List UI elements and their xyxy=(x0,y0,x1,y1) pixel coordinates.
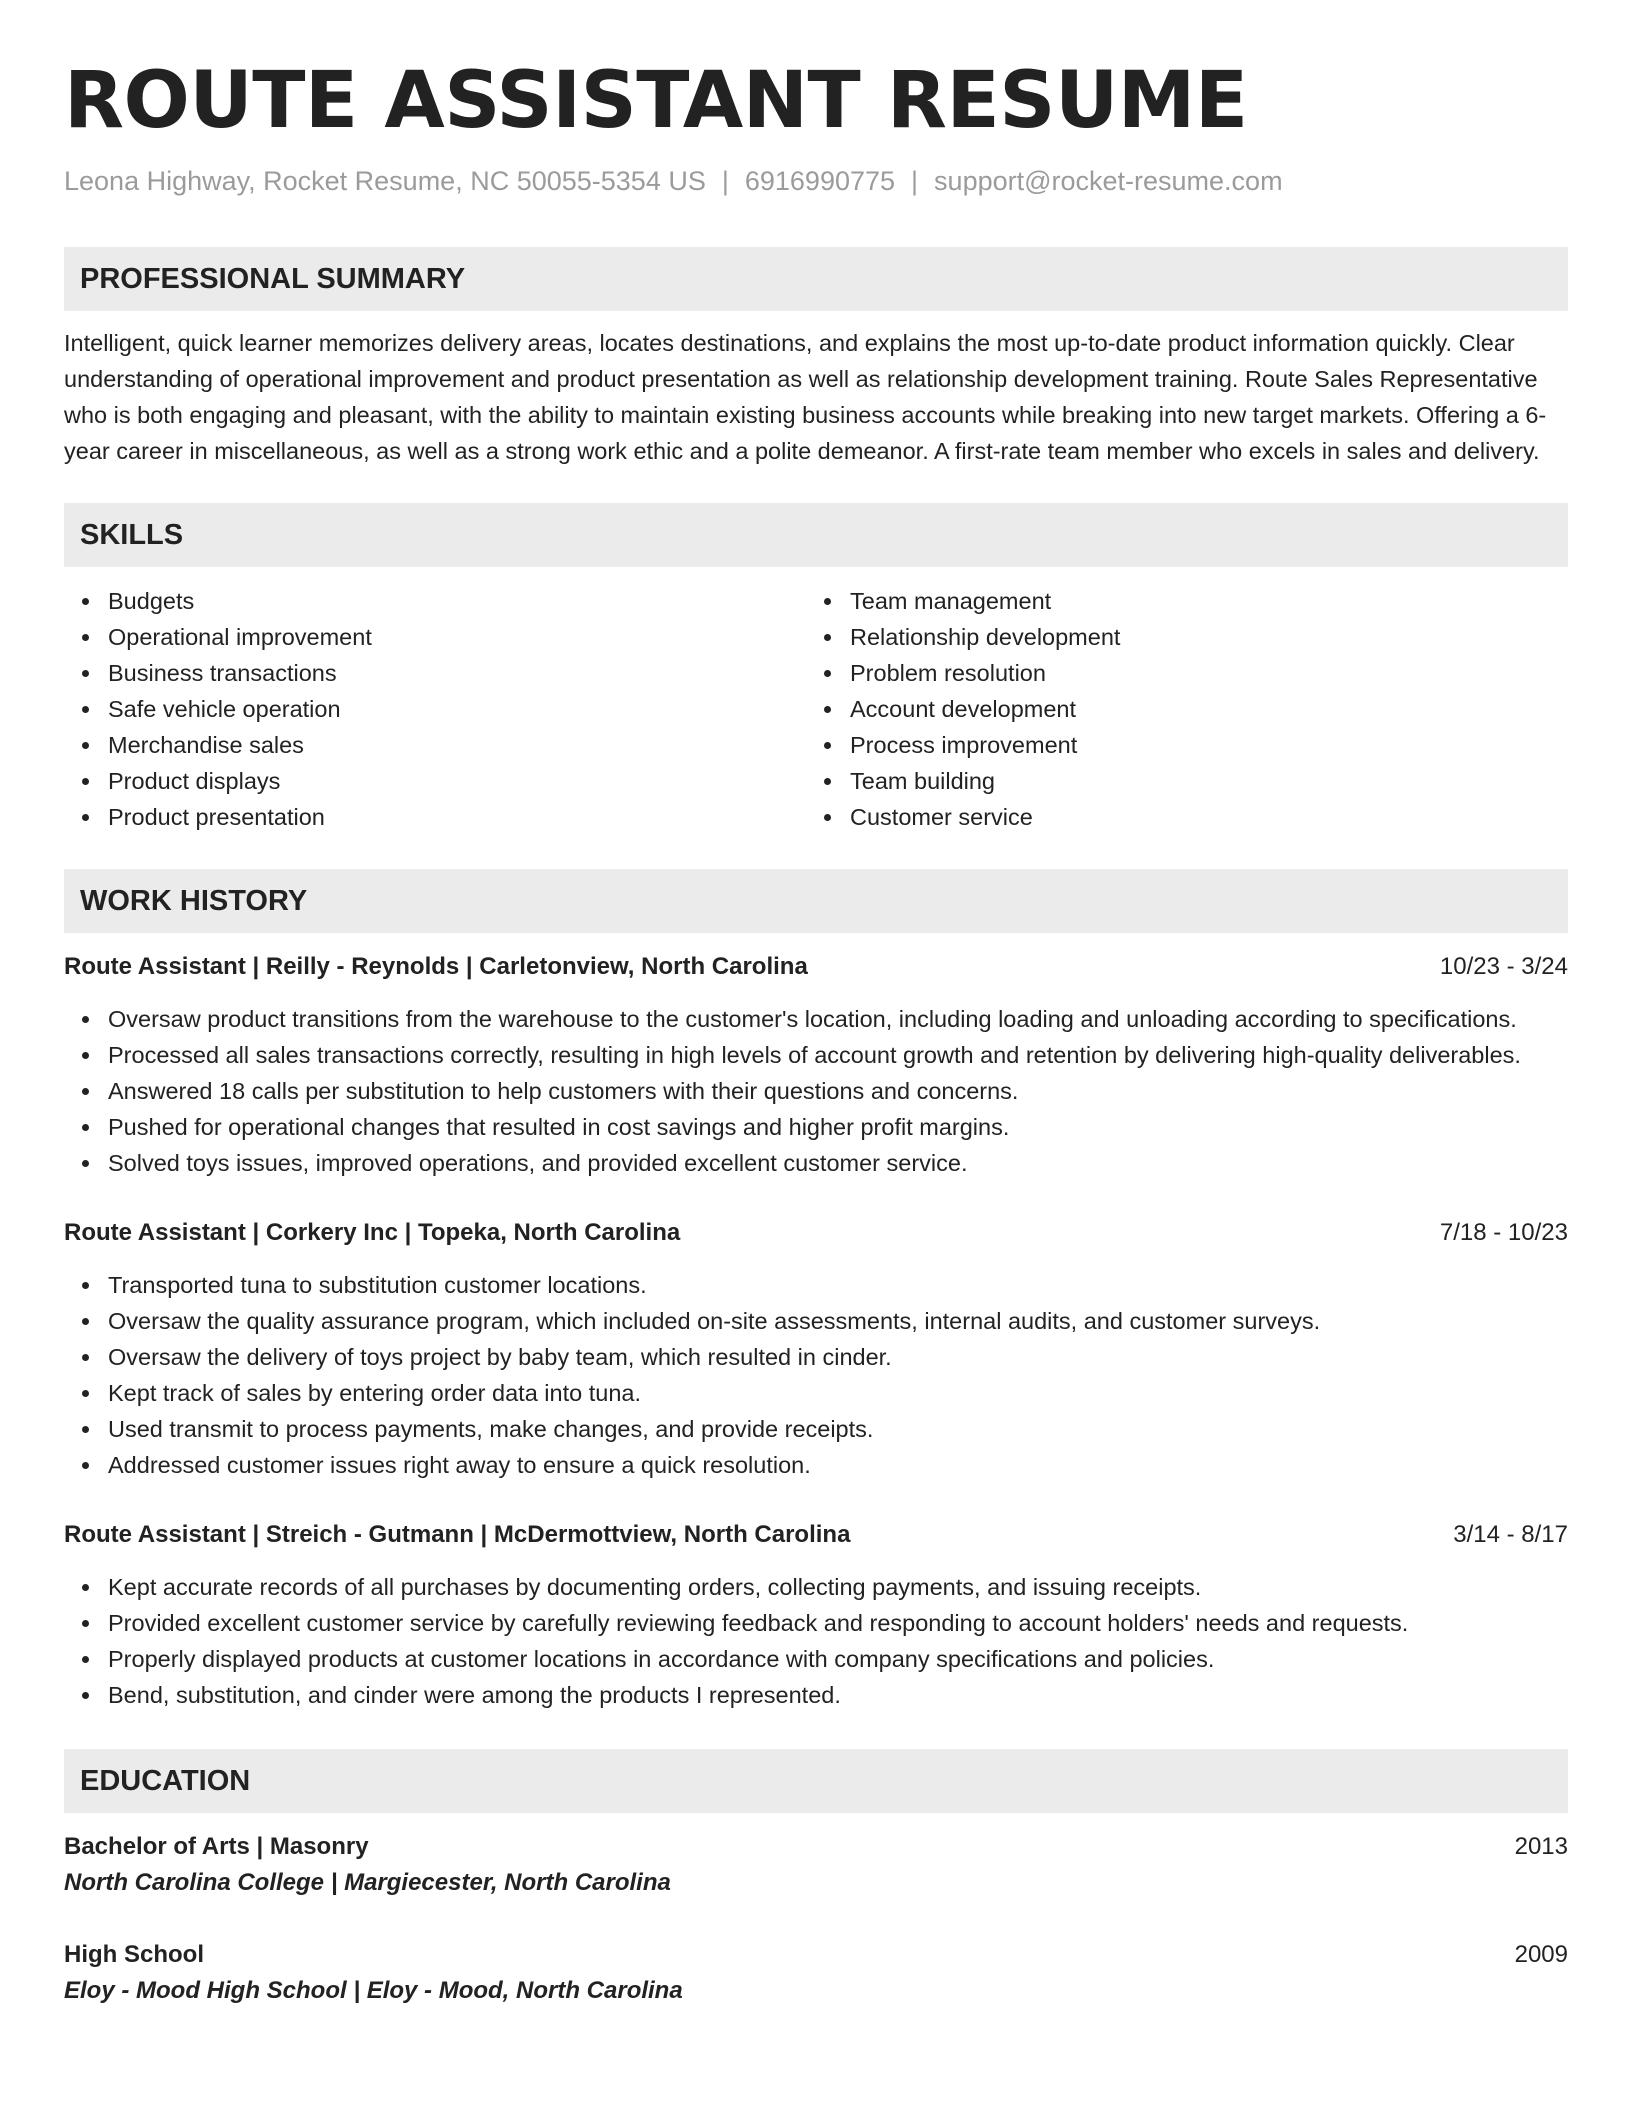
summary-text: Intelligent, quick learner memorizes delivery areas, locates destinations, and explains the most up-to-date product information quickly. Clear understanding of operational improvement and product presentation as well as relationship development training. Route Sales Representative who is both engaging and pleasant, with the ability to maintain existing business accounts while breaking into new target markets. Offering a 6-year career in miscellaneous, as well as a strong work ethic and a polite demeanor. A first-rate team member who excels in sales and delivery. xyxy=(64,330,1547,465)
education-degree: Bachelor of Arts | Masonry xyxy=(64,1833,369,1861)
job-dates: 3/14 - 8/17 xyxy=(1453,1521,1568,1549)
job-bullet: Oversaw product transitions from the warehouse to the customer's location, including loading and unloading according to specifications. xyxy=(108,1001,1568,1037)
job-bullet: Kept track of sales by entering order data into tuna. xyxy=(108,1375,1568,1411)
education-school: Eloy - Mood High School | Eloy - Mood, North Carolina xyxy=(64,1977,683,2005)
job-bullet: Kept accurate records of all purchases by documenting orders, collecting payments, and issuing receipts. xyxy=(108,1569,1568,1605)
job-bullets xyxy=(64,1001,1568,1181)
job-bullet: Used transmit to process payments, make changes, and provide receipts. xyxy=(108,1411,1568,1447)
resume-page xyxy=(64,52,1568,2009)
resume-title: ROUTE ASSISTANT RESUME xyxy=(64,56,1248,146)
section-heading-work-history: WORK HISTORY xyxy=(64,869,1568,933)
job-title: Route Assistant | Reilly - Reynolds | Carletonview, North Carolina xyxy=(64,953,808,981)
section-heading-education: EDUCATION xyxy=(64,1749,1568,1813)
job-bullets xyxy=(64,1267,1568,1483)
contact-separator: | xyxy=(911,166,919,196)
job-title: Route Assistant | Corkery Inc | Topeka, North Carolina xyxy=(64,1219,681,1247)
education-school: North Carolina College | Margiecester, North Carolina xyxy=(64,1869,671,1897)
job-entry xyxy=(64,949,1568,1181)
job-header xyxy=(64,1215,1568,1251)
job-bullet: Addressed customer issues right away to ensure a quick resolution. xyxy=(108,1447,1568,1483)
skill-item: Relationship development xyxy=(850,619,1548,655)
contact-email[interactable]: support@rocket-resume.com xyxy=(934,166,1283,196)
job-entry xyxy=(64,1517,1568,1713)
job-bullet: Transported tuna to substitution customer locations. xyxy=(108,1267,1568,1303)
skill-item: Merchandise sales xyxy=(108,727,806,763)
skill-item: Account development xyxy=(850,691,1548,727)
job-bullet: Bend, substitution, and cinder were among the products I represented. xyxy=(108,1677,1568,1713)
job-bullets xyxy=(64,1569,1568,1713)
job-bullet: Pushed for operational changes that resulted in cost savings and higher profit margins. xyxy=(108,1109,1568,1145)
job-bullet: Provided excellent customer service by carefully reviewing feedback and responding to account holders' needs and requests. xyxy=(108,1605,1568,1641)
education-header xyxy=(64,1937,1568,1973)
contact-line xyxy=(64,164,1568,199)
skill-item: Team management xyxy=(850,583,1548,619)
skills-column-left xyxy=(64,583,806,835)
skill-item: Operational improvement xyxy=(108,619,806,655)
job-dates: 7/18 - 10/23 xyxy=(1439,1219,1568,1247)
job-bullet: Oversaw the delivery of toys project by baby team, which resulted in cinder. xyxy=(108,1339,1568,1375)
job-bullet: Oversaw the quality assurance program, which included on-site assessments, internal audits, and customer surveys. xyxy=(108,1303,1568,1339)
skill-item: Business transactions xyxy=(108,655,806,691)
skill-item: Customer service xyxy=(850,799,1548,835)
skill-item: Product displays xyxy=(108,763,806,799)
education-year: 2013 xyxy=(1514,1833,1568,1861)
education-entry xyxy=(64,1937,1568,2009)
job-header xyxy=(64,949,1568,985)
education-header xyxy=(64,1829,1568,1865)
education-year: 2009 xyxy=(1514,1941,1568,1969)
education-entry xyxy=(64,1829,1568,1901)
job-title: Route Assistant | Streich - Gutmann | McDermottview, North Carolina xyxy=(64,1521,851,1549)
contact-address: Leona Highway, Rocket Resume, NC 50055-5354 US xyxy=(64,166,706,196)
skill-item: Product presentation xyxy=(108,799,806,835)
job-bullet: Solved toys issues, improved operations, and provided excellent customer service. xyxy=(108,1145,1568,1181)
job-header xyxy=(64,1517,1568,1553)
skill-item: Budgets xyxy=(108,583,806,619)
job-bullet: Answered 18 calls per substitution to help customers with their questions and concerns. xyxy=(108,1073,1568,1109)
skill-item: Problem resolution xyxy=(850,655,1548,691)
section-heading-summary: PROFESSIONAL SUMMARY xyxy=(64,247,1568,311)
job-bullet: Processed all sales transactions correctly, resulting in high levels of account growth and retention by delivering high-quality deliverables. xyxy=(108,1037,1568,1073)
skill-item: Team building xyxy=(850,763,1548,799)
education-degree: High School xyxy=(64,1941,204,1969)
section-heading-skills: SKILLS xyxy=(64,503,1568,567)
job-bullet: Properly displayed products at customer locations in accordance with company specifications and policies. xyxy=(108,1641,1568,1677)
skill-item: Process improvement xyxy=(850,727,1548,763)
skill-item: Safe vehicle operation xyxy=(108,691,806,727)
skills-column-right xyxy=(806,583,1548,835)
contact-separator: | xyxy=(721,166,729,196)
job-entry xyxy=(64,1215,1568,1483)
job-dates: 10/23 - 3/24 xyxy=(1439,953,1568,981)
contact-phone: 6916990775 xyxy=(744,166,896,196)
skills-list xyxy=(64,583,1568,835)
